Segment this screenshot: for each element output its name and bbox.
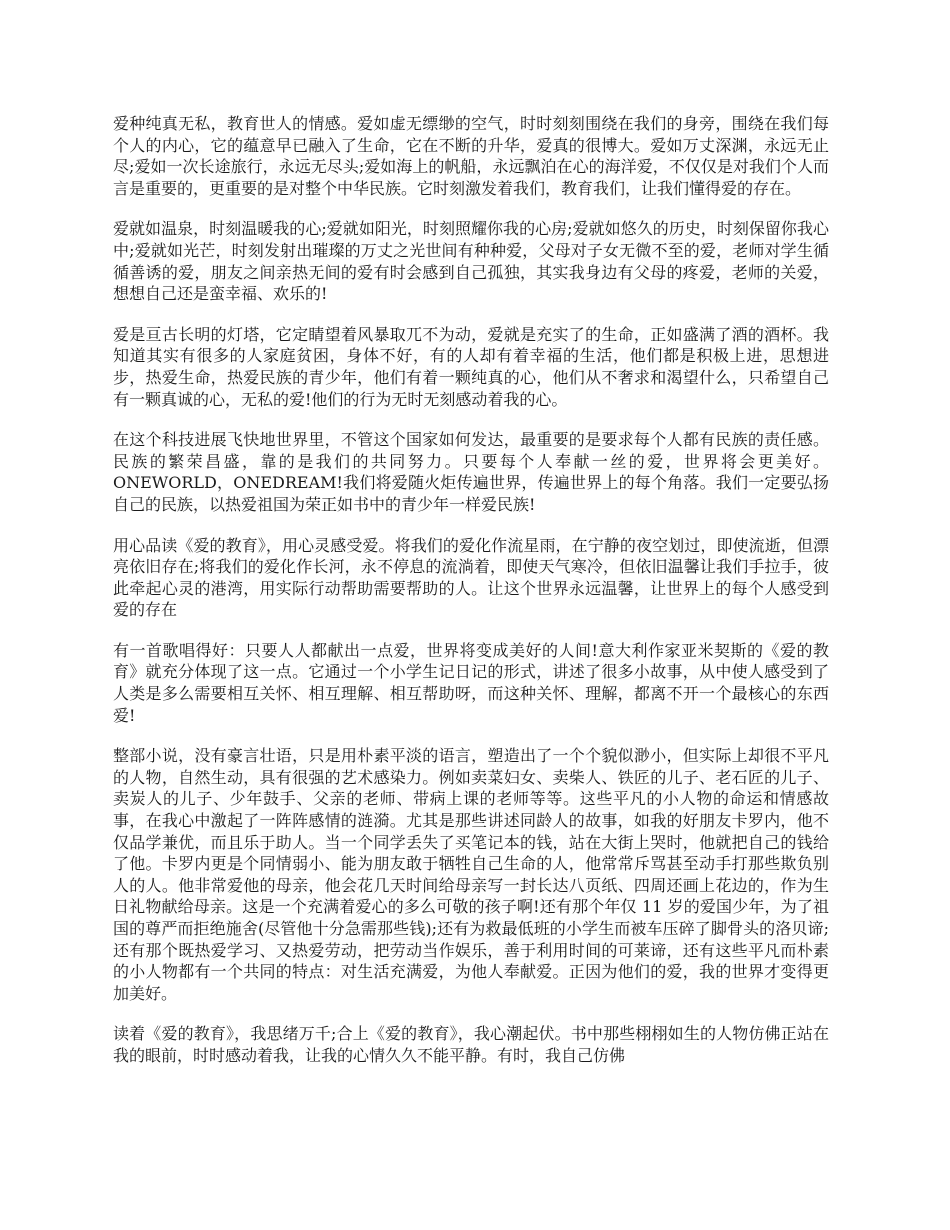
paragraph-8: 读着《爱的教育》，我思绪万千;合上《爱的教育》，我心潮起伏。书中那些栩栩如生的人物仿佛正站在我的眼前，时时感动着我，让我的心情久久不能平静。有时，我自己仿佛 (113, 1024, 829, 1065)
paragraph-5: 用心品读《爱的教育》，用心灵感受爱。将我们的爱化作流星雨，在宁静的夜空划过，即使流逝，但漂亮依旧存在;将我们的爱化作长河，永不停息的流淌着，即使天气寒冷，但依旧温馨让我们手拉手，彼此牵起心灵的港湾，用实际行动帮助需要帮助的人。让这个世界永远温馨，让世界上的每个人感受到爱的存在 (113, 535, 829, 620)
paragraph-4: 在这个科技进展飞快地世界里，不管这个国家如何发达，最重要的是要求每个人都有民族的责任感。民族的繁荣昌盛，靠的是我们的共同努力。只要每个人奉献一丝的爱，世界将会更美好。ONEWORLD，ONEDREAM!我们将爱随火炬传遍世界，传遍世界上的每个角落。我们一定要弘扬自己的民族，以热爱祖国为荣正如书中的青少年一样爱民族! (113, 430, 829, 514)
paragraph-6: 有一首歌唱得好：只要人人都献出一点爱，世界将变成美好的人间!意大利作家亚米契斯的《爱的教育》就充分体现了这一点。它通过一个小学生记日记的形式，讲述了很多小故事，从中使人感受到了人类是多么需要相互关怀、相互理解、相互帮助呀，而这种关怀、理解，都离不开一个最核心的东西爱! (113, 640, 829, 725)
paragraph-3: 爱是亘古长明的灯塔，它定睛望着风暴取兀不为动，爱就是充实了的生命，正如盛满了酒的酒杯。我知道其实有很多的人家庭贫困，身体不好，有的人却有着幸福的生活，他们都是积极上进，思想进步，热爱生命，热爱民族的青少年，他们有着一颗纯真的心，他们从不奢求和渴望什么，只希望自己有一颗真诚的心，无私的爱!他们的行为无时无刻感动着我的心。 (113, 324, 829, 409)
paragraph-2: 爱就如温泉，时刻温暖我的心;爱就如阳光，时刻照耀你我的心房;爱就如悠久的历史，时刻保留你我心中;爱就如光芒，时刻发射出璀璨的万丈之光世间有种种爱，父母对子女无微不至的爱，老师对学生循循善诱的爱，朋友之间亲热无间的爱有时会感到自己孤独，其实我身边有父母的疼爱，老师的关爱，想想自己还是蛮幸福、欢乐的! (113, 219, 829, 304)
document-page (113, 113, 829, 1086)
paragraph-7: 整部小说，没有豪言壮语，只是用朴素平淡的语言，塑造出了一个个貌似渺小，但实际上却很不平凡的人物，自然生动，具有很强的艺术感染力。例如卖菜妇女、卖柴人、铁匠的儿子、老石匠的儿子、卖炭人的儿子、少年鼓手、父亲的老师、带病上课的老师等等。这些平凡的小人物的命运和情感故事，在我心中激起了一阵阵感情的涟漪。尤其是那些讲述同龄人的故事，如我的好朋友卡罗内，他不仅品学兼优，而且乐于助人。当一个同学丢失了买笔记本的钱，站在大街上哭时，他就把自己的钱给了他。卡罗内更是个同情弱小、能为朋友敢于牺牲自己生命的人，他常常斥骂甚至动手打那些欺负别人的人。他非常爱他的母亲，他会花几天时间给母亲写一封长达八页纸、四周还画上花边的，作为生日礼物献给母亲。这是一个充满着爱心的多么可敬的孩子啊!还有那个年仅 11 岁的爱国少年，为了祖国的尊严而拒绝施舍(尽管他十分急需那些钱);还有为救最低班的小学生而被车压碎了脚骨头的洛贝谛;还有那个既热爱学习、又热爱劳动，把劳动当作娱乐，善于利用时间的可莱谛，还有这些平凡而朴素的小人物都有一个共同的特点：对生活充满爱，为他人奉献爱。正因为他们的爱，我的世界才变得更加美好。 (113, 746, 829, 1003)
paragraph-1: 爱种纯真无私，教育世人的情感。爱如虚无缥缈的空气，时时刻刻围绕在我们的身旁，围绕在我们每个人的内心，它的蕴意早已融入了生命，它在不断的升华，爱真的很博大。爱如万丈深渊，永远无止尽;爱如一次长途旅行，永远无尽头;爱如海上的帆船，永远飘泊在心的海洋爱，不仅仅是对我们个人而言是重要的，更重要的是对整个中华民族。它时刻激发着我们，教育我们，让我们懂得爱的存在。 (113, 114, 829, 198)
